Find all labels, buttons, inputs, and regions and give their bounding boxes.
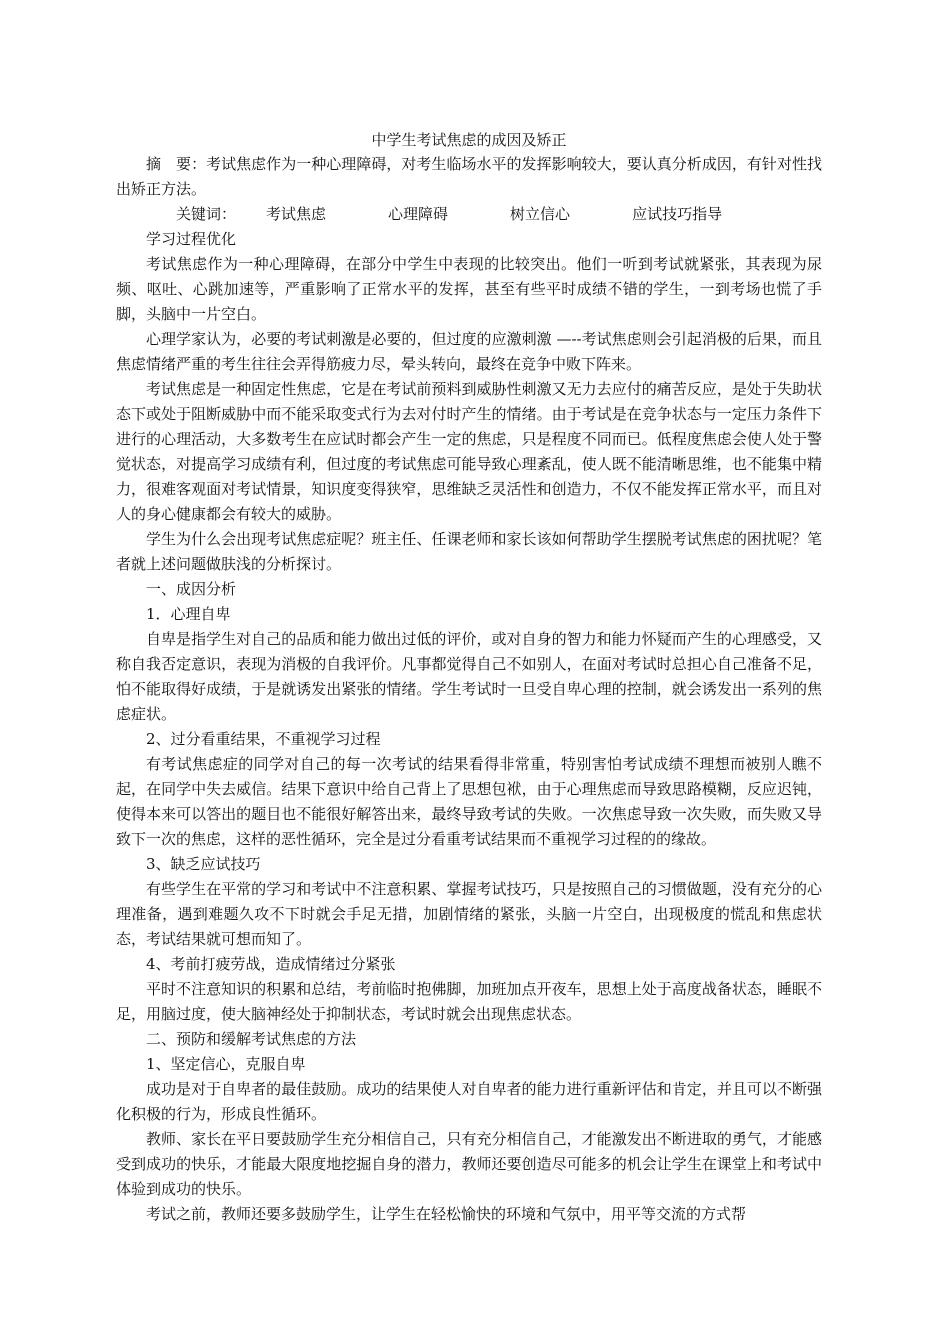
keywords-label: 关键词： [176,205,237,223]
keyword: 心理障碍 [388,205,449,223]
subsection-heading: 1、坚定信心，克服自卑 [146,1055,306,1073]
body-paragraph: 学生为什么会出现考试焦虑症呢？班主任、任课老师和家长该如何帮助学生摆脱考试焦虑的困扰呢？笔者就上述问题做肤浅的分析探讨。 [116,530,822,573]
subsection-heading: 4、考前打疲劳战，造成情绪过分紧张 [146,955,396,973]
body-paragraph: 考试之前，教师还要多鼓励学生，让学生在轻松愉快的环境和气氛中，用平等交流的方式帮 [146,1205,747,1223]
document-title: 中学生考试焦虑的成因及矫正 [371,131,567,149]
body-paragraph: 教师、家长在平日要鼓励学生充分相信自己，只有充分相信自己，才能激发出不断进取的勇气，才能感受到成功的快乐，才能最大限度地挖掘自身的潜力，教师还要创造尽可能多的机会让学生在课堂上和考试中体验到成功的快乐。 [116,1130,822,1198]
body-paragraph: 平时不注意知识的积累和总结，考前临时抱佛脚，加班加点开夜车，思想上处于高度战备状态，睡眠不足，用脑过度，使大脑神经处于抑制状态，考试时就会出现焦虑状态。 [116,980,822,1023]
body-paragraph: 有些学生在平常的学习和考试中不注意积累、掌握考试技巧，只是按照自己的习惯做题，没有充分的心理准备，遇到难题久攻不下时就会手足无措，加剧情绪的紧张，头脑一片空白，出现极度的慌乱和焦虑状态，考试结果就可想而知了。 [116,880,822,948]
keywords-line [116,202,822,252]
keyword: 学习过程优化 [146,230,237,248]
body-paragraph: 考试焦虑作为一种心理障碍，在部分中学生中表现的比较突出。他们一听到考试就紧张，其表现为尿频、呕吐、心跳加速等，严重影响了正常水平的发挥，甚至有些平时成绩不错的学生，一到考场也慌了手脚，头脑中一片空白。 [116,255,822,323]
keyword: 应试技巧指导 [632,205,723,223]
body-paragraph: 考试焦虑是一种固定性焦虑，它是在考试前预料到威胁性刺激又无力去应付的痛苦反应，是处于失助状态下或处于阻断威胁中而不能采取变式行为去对付时产生的情绪。由于考试是在竞争状态与一定压力条件下进行的心理活动，大多数考生在应试时都会产生一定的焦虑，只是程度不同而已。低程度焦虑会使人处于警觉状态，对提高学习成绩有利，但过度的考试焦虑可能导致心理紊乱，使人既不能清晰思维，也不能集中精力，很难客观面对考试情景，知识度变得狭窄，思维缺乏灵活性和创造力，不仅不能发挥正常水平，而且对人的身心健康都会有较大的威胁。 [116,380,822,523]
subsection-heading: 1．心理自卑 [146,605,231,623]
abstract: 摘 要：考试焦虑作为一种心理障碍，对考生临场水平的发挥影响较大，要认真分析成因，有针对性找出矫正方法。 [116,155,822,198]
body-paragraph: 有考试焦虑症的同学对自己的每一次考试的结果看得非常重，特别害怕考试成绩不理想而被别人瞧不起，在同学中失去威信。结果下意识中给自己背上了思想包袱，由于心理焦虑而导致思路模糊，反应迟钝，使得本来可以答出的题目也不能很好解答出来，最终导致考试的失败。一次焦虑导致一次失败，而失败又导致下一次的焦虑，这样的恶性循环，完全是过分看重考试结果而不重视学习过程的的缘故。 [116,755,822,848]
subsection-heading: 3、缺乏应试技巧 [146,855,261,873]
body-paragraph: 成功是对于自卑者的最佳鼓励。成功的结果使人对自卑者的能力进行重新评估和肯定，并且可以不断强化积极的行为，形成良性循环。 [116,1080,822,1123]
section-heading: 一、成因分析 [146,580,237,598]
keyword: 树立信心 [510,205,571,223]
body-paragraph: 心理学家认为，必要的考试刺激是必要的，但过度的应激刺激 —--考试焦虑则会引起消极的后果，而且焦虑情绪严重的考生往往会弄得筋疲力尽，晕头转向，最终在竞争中败下阵来。 [116,330,822,373]
section-heading: 二、预防和缓解考试焦虑的方法 [146,1030,357,1048]
keyword: 考试焦虑 [266,205,327,223]
subsection-heading: 2、过分看重结果，不重视学习过程 [146,730,381,748]
body-paragraph: 自卑是指学生对自己的品质和能力做出过低的评价，或对自身的智力和能力怀疑而产生的心理感受，又称自我否定意识，表现为消极的自我评价。凡事都觉得自己不如别人，在面对考试时总担心自己准备不足，怕不能取得好成绩，于是就诱发出紧张的情绪。学生考试时一旦受自卑心理的控制，就会诱发出一系列的焦虑症状。 [116,630,822,723]
